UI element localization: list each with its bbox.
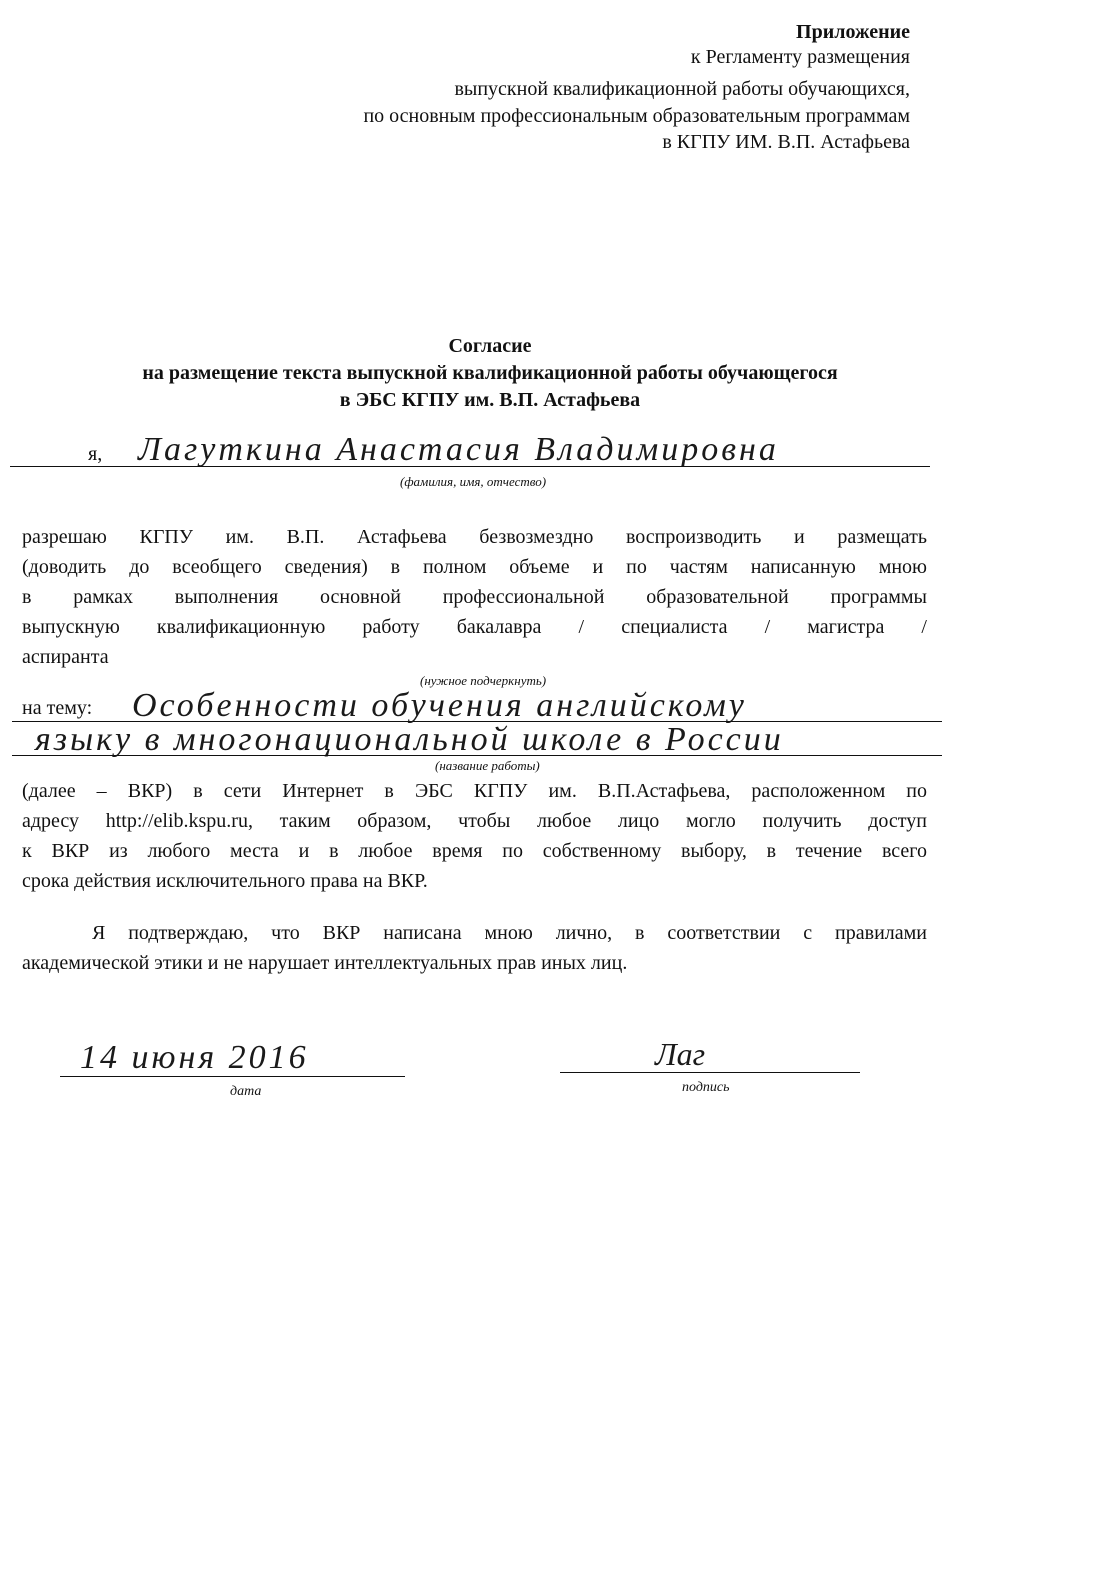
consent-title: Согласие bbox=[448, 335, 532, 357]
header-line: выпускной квалификационной работы обучающихся, bbox=[454, 78, 910, 100]
underline-note: (нужное подчеркнуть) bbox=[420, 673, 547, 688]
header-line: в КГПУ ИМ. В.П. Астафьева bbox=[662, 131, 910, 153]
consent-subtitle: на размещение текста выпускной квалификационной работы обучающегося bbox=[142, 362, 838, 384]
signature-caption: подпись bbox=[682, 1080, 730, 1095]
header-line: по основным профессиональным образовательным программам bbox=[363, 105, 910, 127]
text-line: аспиранта bbox=[22, 646, 109, 668]
date-value: 14 июня 2016 bbox=[80, 1039, 309, 1076]
name-underline bbox=[10, 466, 930, 467]
text-line: срока действия исключительного права на ВКР. bbox=[22, 870, 428, 892]
date-caption: дата bbox=[230, 1084, 262, 1099]
publication-paragraph bbox=[22, 776, 927, 896]
topic-caption: (название работы) bbox=[435, 758, 540, 773]
topic-underline bbox=[12, 755, 942, 756]
text-line: разрешаю КГПУ им. В.П. Астафьева безвозмездно воспроизводить и размещать bbox=[22, 526, 927, 548]
text-line: (далее – ВКР) в сети Интернет в ЭБС КГПУ им. В.П.Астафьева, расположенном по bbox=[22, 780, 927, 802]
name-caption: (фамилия, имя, отчество) bbox=[400, 474, 547, 489]
text-line: в рамках выполнения основной профессиональной образовательной программы bbox=[22, 586, 927, 608]
date-underline bbox=[60, 1076, 405, 1077]
permission-paragraph bbox=[22, 522, 927, 672]
consent-subtitle: в ЭБС КГПУ им. В.П. Астафьева bbox=[339, 389, 641, 411]
signature: Лаг bbox=[655, 1036, 706, 1072]
confirmation-paragraph bbox=[22, 918, 927, 978]
appendix-title: Приложение bbox=[796, 21, 910, 43]
text-line: к ВКР из любого места и в любое время по собственному выбору, в течение всего bbox=[22, 840, 927, 862]
text-line: Я подтверждаю, что ВКР написана мною лично, в соответствии с правилами bbox=[92, 922, 927, 944]
text-line: адресу http://elib.kspu.ru, таким образом, чтобы любое лицо могло получить доступ bbox=[22, 810, 927, 832]
header-line: к Регламенту размещения bbox=[690, 46, 910, 68]
name-value: Лагуткина Анастасия Владимировна bbox=[138, 431, 779, 468]
text-line: выпускную квалификационную работу бакалавра / специалиста / магистра / bbox=[22, 616, 927, 638]
topic-prefix: на тему: bbox=[22, 697, 93, 719]
name-prefix: я, bbox=[88, 443, 103, 465]
text-line: (доводить до всеобщего сведения) в полном объеме и по частям написанную мною bbox=[22, 556, 927, 578]
signature-underline bbox=[560, 1072, 860, 1073]
text-line: академической этики и не нарушает интеллектуальных прав иных лиц. bbox=[22, 952, 628, 974]
topic-line-1: Особенности обучения английскому bbox=[132, 687, 747, 724]
topic-line-2: языку в многонациональной школе в России bbox=[35, 721, 784, 758]
